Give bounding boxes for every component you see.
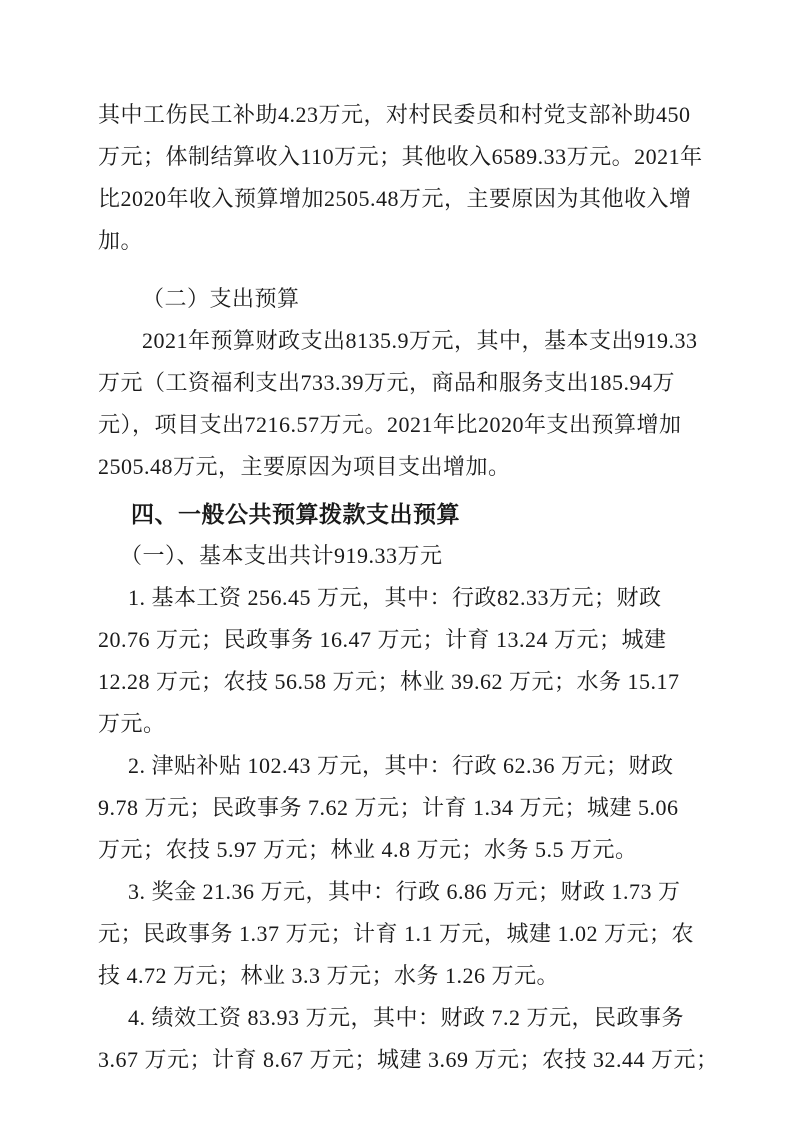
text-line: 2021年预算财政支出8135.9万元，其中，基本支出919.33 [142, 328, 698, 353]
para-basic-expenditure-total [98, 535, 721, 577]
text-line: 3. 奖金 21.36 万元，其中：行政 6.86 万元；财政 1.73 万 [128, 879, 681, 904]
text-line: 2. 津贴补贴 102.43 万元，其中：行政 62.36 万元；财政 [128, 753, 674, 778]
subheading-text: （二）支出预算 [142, 286, 300, 311]
text-line: 元；民政事务 1.37 万元；计育 1.1 万元，城建 1.02 万元；农 [98, 921, 695, 946]
para-income-detail-continuation [98, 94, 721, 262]
para-item-3-bonus [98, 871, 721, 997]
text-line: 元），项目支出7216.57万元。2021年比2020年支出预算增加 [98, 412, 682, 437]
text-line: （一）、基本支出共计919.33万元 [120, 543, 443, 568]
text-line: 万元；体制结算收入110万元；其他收入6589.33万元。2021年 [98, 144, 703, 169]
para-item-4-performance-pay [98, 997, 721, 1081]
para-item-1-basic-salary [98, 577, 721, 745]
heading-general-public-budget-expenditure [98, 493, 721, 535]
text-line: 技 4.72 万元；林业 3.3 万元；水务 1.26 万元。 [98, 963, 560, 988]
text-line: 2505.48万元，主要原因为项目支出增加。 [98, 454, 511, 479]
text-line: 万元。 [98, 711, 166, 736]
section-heading-text: 四、一般公共预算拨款支出预算 [131, 501, 460, 527]
text-line: 其中工伤民工补助4.23万元，对村民委员和村党支部补助450 [98, 102, 691, 127]
text-line: 9.78 万元；民政事务 7.62 万元；计育 1.34 万元；城建 5.06 [98, 795, 679, 820]
text-line: 20.76 万元；民政事务 16.47 万元；计育 13.24 万元；城建 [98, 627, 667, 652]
text-line: 1. 基本工资 256.45 万元，其中：行政82.33万元；财政 [128, 585, 662, 610]
text-line: 加。 [98, 228, 144, 253]
para-expenditure-summary [98, 320, 721, 488]
text-line: 12.28 万元；农技 56.58 万元；林业 39.62 万元；水务 15.17 [98, 669, 680, 694]
text-line: 万元；农技 5.97 万元；林业 4.8 万元；水务 5.5 万元。 [98, 837, 638, 862]
text-line: 比2020年收入预算增加2505.48万元，主要原因为其他收入增 [98, 186, 692, 211]
subheading-expenditure-budget [98, 278, 721, 320]
text-line: 3.67 万元；计育 8.67 万元；城建 3.69 万元；农技 32.44 万元； [98, 1047, 719, 1072]
text-line: 万元（工资福利支出733.39万元，商品和服务支出185.94万 [98, 370, 676, 395]
text-line: 4. 绩效工资 83.93 万元，其中：财政 7.2 万元，民政事务 [128, 1005, 685, 1030]
para-item-2-allowances [98, 745, 721, 871]
